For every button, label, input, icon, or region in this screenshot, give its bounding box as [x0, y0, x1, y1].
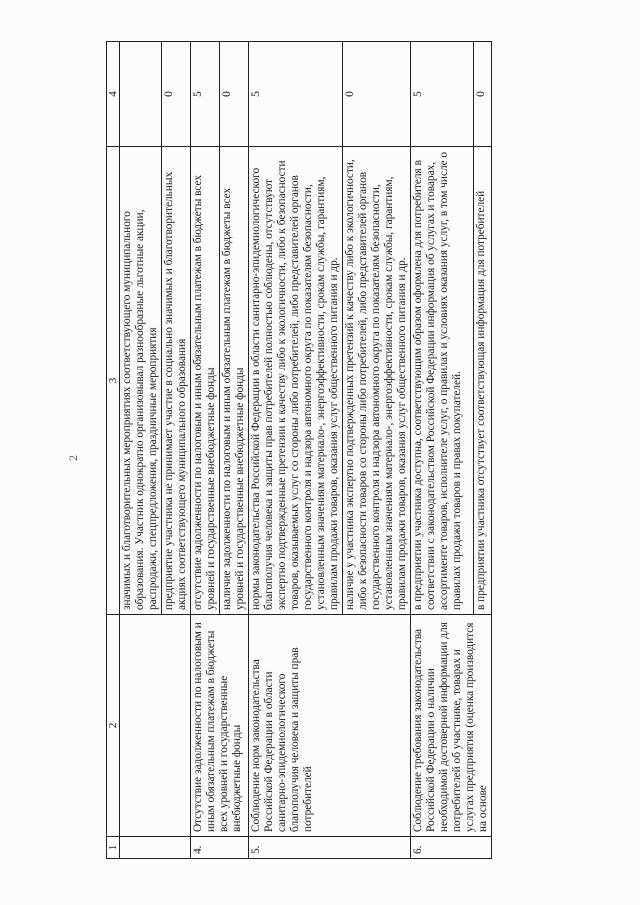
page-number: 2 — [66, 454, 80, 461]
header-col-1: 1 — [107, 836, 120, 858]
rotated-page — [60, 33, 580, 873]
score-cell: 0 — [162, 41, 191, 146]
row-number: 6. — [411, 836, 492, 858]
criterion-cell: Отсутствие задолженности по налоговым и иным обязательным платежам в бюджеты всех уровней и государственные внебюджетные фонды — [191, 614, 249, 836]
table-row — [411, 41, 474, 858]
row-number — [120, 836, 191, 858]
table-row — [249, 41, 343, 858]
indicator-cell: в предприятии участника отсутствует соответствующая информация для потребителей — [473, 146, 491, 614]
criterion-cell: Соблюдение требования законодательства Российской Федерации о наличии необходимой достоверной информации для потребителей об участнике, товарах и услугах предприятия (оценка производится на основе — [411, 614, 492, 836]
row-number: 5. — [249, 836, 411, 858]
score-cell: 5 — [191, 41, 220, 146]
criterion-cell — [120, 614, 191, 836]
score-cell: 0 — [473, 41, 491, 146]
indicator-cell: в предприятии участника доступна, соответствующим образом оформлена для потребителя в соответствии с законодательством Российской Федерации информация об услугах и товарах, ассортименте товаров, исполнителе услуг, о правилах и условиях оказания услуг, в том числе о правилах продажи товаров и правах покупателей. — [411, 146, 474, 614]
indicator-cell: нормы законодательства Российской Федерации в области санитарно-эпидемиологического благополучия человека и защиты прав потребителей полностью соблюдены, отсутствуют экспертно подтвержденные претензии к качеству либо к экологичности, либо к безопасности товаров, оказываемых услуг со стороны либо потребителей, либо представителей органов государственного контроля и надзора автономного округа по показателям безопасности, установленным значениям материало-, энергоэффективности, срокам службы, гарантиям, правилам продажи товаров, оказания услуг общественного питания и др. — [249, 146, 343, 614]
header-col-2: 2 — [107, 614, 120, 836]
table-row — [120, 41, 162, 858]
indicator-cell: значимых и благотворительных мероприятиях соответствующего муниципального образования. Участник однократно организовывал разнообразные льготные акции, распродажи, спецпредложения, праздничные мероприятия — [120, 146, 162, 614]
indicator-cell: наличие задолженности по налоговым и иным обязательным платежам в бюджеты всех уровней и государственные внебюджетные фонды — [220, 146, 249, 614]
score-cell — [120, 41, 162, 146]
indicator-cell: предприятие участника не принимает участие в социально значимых и благотворительных акциях соответствующего муниципального образования — [162, 146, 191, 614]
score-cell: 5 — [249, 41, 343, 146]
header-col-4: 4 — [107, 41, 120, 146]
score-cell: 0 — [220, 41, 249, 146]
row-number: 4. — [191, 836, 249, 858]
score-cell: 0 — [343, 41, 411, 146]
header-col-3: 3 — [107, 146, 120, 614]
criterion-cell: Соблюдение норм законодательства Российской Федерации в области санитарно-эпидемиологического благополучия человека и защиты прав потребителей — [249, 614, 411, 836]
header-row — [107, 41, 120, 858]
score-cell: 5 — [411, 41, 474, 146]
indicator-cell: отсутствие задолженности по налоговым и иным обязательным платежам в бюджеты всех уровней и государственные внебюджетные фонды — [191, 146, 220, 614]
table-row — [191, 41, 220, 858]
indicator-cell: наличие у участника экспертно подтвержденных претензий к качеству либо к экологичности, либо к безопасности товаров со стороны либо потребителей, либо представителей органов государственного контроля и надзора автономного округа по показателям безопасности, установленным значениям материало-, энергоэффективности, срокам службы, гарантиям, правилам продажи товаров, оказания услуг общественного питания и др. — [343, 146, 411, 614]
criteria-table — [106, 41, 492, 859]
